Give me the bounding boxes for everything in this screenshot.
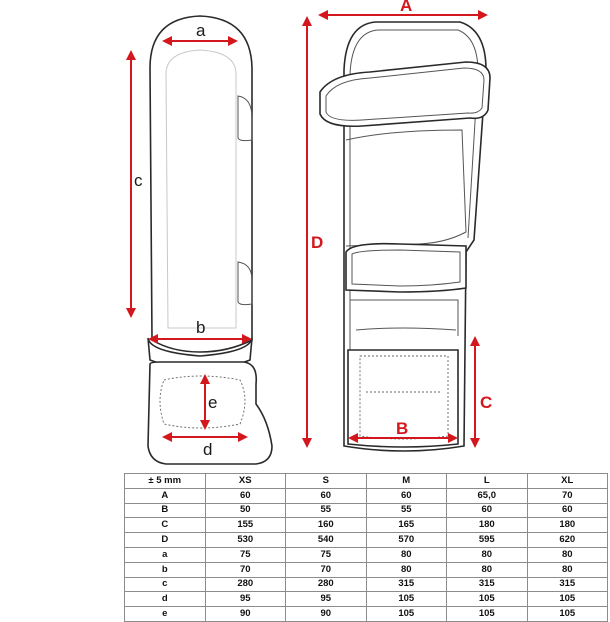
table-cell: 90 bbox=[286, 607, 367, 622]
table-cell: 60 bbox=[286, 488, 367, 503]
table-cell: 530 bbox=[205, 533, 286, 548]
row-label: e bbox=[125, 607, 206, 622]
table-cell: 570 bbox=[366, 533, 447, 548]
table-row bbox=[125, 503, 608, 518]
table-cell: 105 bbox=[447, 592, 528, 607]
table-cell: 80 bbox=[447, 562, 528, 577]
size-header-cell: L bbox=[447, 474, 528, 489]
table-cell: 155 bbox=[205, 518, 286, 533]
table-cell: 165 bbox=[366, 518, 447, 533]
table-row bbox=[125, 562, 608, 577]
table-cell: 540 bbox=[286, 533, 367, 548]
table-cell: 55 bbox=[366, 503, 447, 518]
table-cell: 65,0 bbox=[447, 488, 528, 503]
table-cell: 80 bbox=[527, 547, 608, 562]
dimension-A-label: A bbox=[400, 0, 413, 15]
size-table bbox=[124, 473, 608, 622]
size-header-cell: S bbox=[286, 474, 367, 489]
table-cell: 55 bbox=[286, 503, 367, 518]
table-cell: 105 bbox=[366, 592, 447, 607]
table-cell: 60 bbox=[527, 503, 608, 518]
dimension-a-label: a bbox=[196, 21, 206, 40]
table-cell: 280 bbox=[286, 577, 367, 592]
table-row bbox=[125, 547, 608, 562]
dimension-D-label: D bbox=[311, 233, 324, 252]
row-label: B bbox=[125, 503, 206, 518]
row-label: d bbox=[125, 592, 206, 607]
row-label: D bbox=[125, 533, 206, 548]
table-cell: 315 bbox=[366, 577, 447, 592]
table-cell: 180 bbox=[447, 518, 528, 533]
dimension-d-label: d bbox=[203, 440, 213, 459]
table-header-row bbox=[125, 474, 608, 489]
row-label: A bbox=[125, 488, 206, 503]
table-cell: 70 bbox=[205, 562, 286, 577]
row-label: b bbox=[125, 562, 206, 577]
size-header-cell: M bbox=[366, 474, 447, 489]
table-row bbox=[125, 607, 608, 622]
row-label: C bbox=[125, 518, 206, 533]
table-cell: 60 bbox=[205, 488, 286, 503]
table-cell: 80 bbox=[447, 547, 528, 562]
table-cell: 70 bbox=[527, 488, 608, 503]
table-cell: 80 bbox=[366, 562, 447, 577]
table-cell: 180 bbox=[527, 518, 608, 533]
size-header-cell: XL bbox=[527, 474, 608, 489]
table-cell: 80 bbox=[366, 547, 447, 562]
table-cell: 105 bbox=[527, 607, 608, 622]
table-cell: 620 bbox=[527, 533, 608, 548]
shin-guard-front-view bbox=[320, 22, 493, 451]
dimension-C-label: C bbox=[480, 393, 493, 412]
row-label: a bbox=[125, 547, 206, 562]
table-cell: 105 bbox=[447, 607, 528, 622]
dimension-b-label: b bbox=[196, 318, 206, 337]
table-row bbox=[125, 592, 608, 607]
table-cell: 75 bbox=[286, 547, 367, 562]
table-cell: 50 bbox=[205, 503, 286, 518]
table-cell: 60 bbox=[366, 488, 447, 503]
table-cell: 105 bbox=[366, 607, 447, 622]
table-cell: 95 bbox=[286, 592, 367, 607]
dimension-e-label: e bbox=[208, 393, 218, 412]
size-header-cell: XS bbox=[205, 474, 286, 489]
dimension-B-label: B bbox=[396, 419, 409, 438]
table-cell: 70 bbox=[286, 562, 367, 577]
table-cell: 60 bbox=[447, 503, 528, 518]
table-cell: 105 bbox=[527, 592, 608, 607]
table-cell: 315 bbox=[447, 577, 528, 592]
row-label: c bbox=[125, 577, 206, 592]
table-row bbox=[125, 518, 608, 533]
table-cell: 75 bbox=[205, 547, 286, 562]
table-cell: 95 bbox=[205, 592, 286, 607]
table-row bbox=[125, 533, 608, 548]
table-cell: 595 bbox=[447, 533, 528, 548]
table-corner-cell: ± 5 mm bbox=[125, 474, 206, 489]
table-cell: 315 bbox=[527, 577, 608, 592]
table-cell: 90 bbox=[205, 607, 286, 622]
table-cell: 80 bbox=[527, 562, 608, 577]
table-row bbox=[125, 488, 608, 503]
table-cell: 280 bbox=[205, 577, 286, 592]
table-cell: 160 bbox=[286, 518, 367, 533]
table-row bbox=[125, 577, 608, 592]
dimension-c-label: c bbox=[134, 171, 143, 190]
